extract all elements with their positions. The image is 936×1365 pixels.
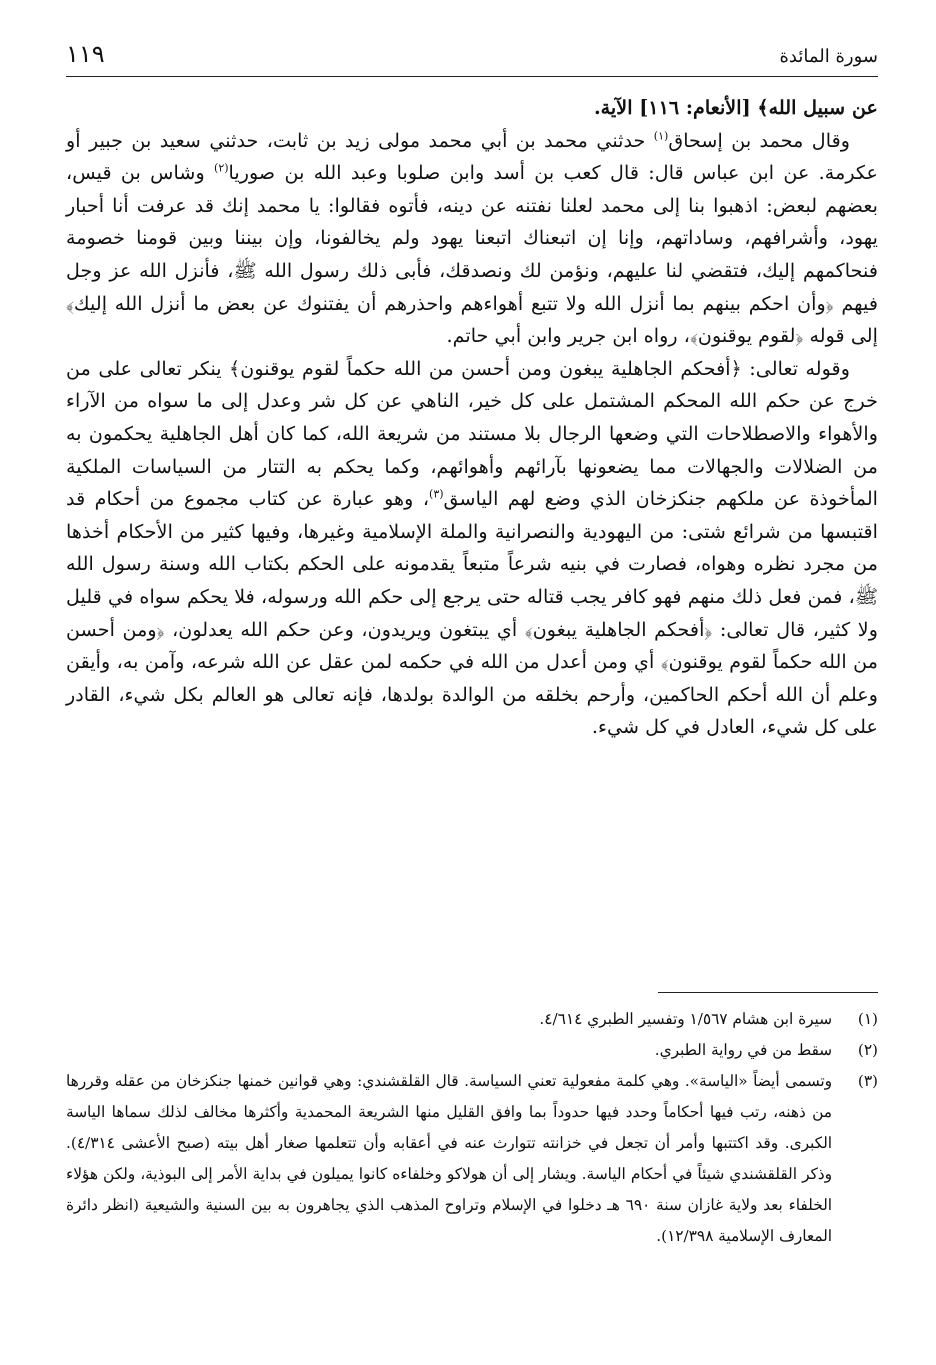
footnote-ref: (٣): [429, 487, 444, 501]
paragraph-jahiliyya: [66, 353, 878, 744]
paragraph-ibn-ishaq: [66, 125, 878, 353]
footnote-text: سقط من في رواية الطبري.: [654, 1041, 832, 1059]
footnote-ref: (٢): [214, 161, 229, 175]
page-header: [66, 40, 878, 77]
footnote-number: (٢): [857, 1041, 878, 1059]
running-title: سورة المائدة: [779, 46, 878, 67]
footnote-separator: [658, 992, 878, 993]
footnote-item: [66, 1035, 878, 1066]
footnote-ref: (١): [653, 129, 669, 143]
footnote-item: [66, 1004, 878, 1035]
paragraph-text: وقال محمد بن إسحاق: [668, 128, 851, 152]
footnotes: [66, 1004, 878, 1252]
paragraph-text: وقوله تعالى: ﴿أفحكم الجاهلية يبغون ومن أحسن من الله حكماً لقوم يوقنون﴾ ينكر تعالى على من خرج عن حكم الله المحكم المشتمل على كل خير، الناهي عن كل شر وعدل إلى ما سواه من الآراء والأهواء والاصطلاحات التي وضعها الرجال بلا مستند من شريعة الله، كما كان أهل الجاهلية يحكمون به من الضلالات والجهالات مما يضعونها بآرائهم وأهوائهم، وكما يحكم به التتار من السياسات الملكية المأخوذة عن ملكهم جنكزخان الذي وضع لهم الياسق: [66, 356, 878, 511]
paragraph-text: حدثني محمد بن أبي محمد مولى زيد بن ثابت، حدثني سعيد بن جبير أو عكرمة. عن ابن عباس قال: قال كعب بن أسد وابن صلوبا وعبد الله بن صوريا: [66, 128, 878, 185]
main-text: [66, 92, 878, 744]
footnote-item: [66, 1066, 878, 1252]
continuation-line: عن سبيل الله﴾ [الأنعام: ١١٦] الآية.: [593, 96, 878, 119]
footnote-number: (٣): [857, 1072, 878, 1090]
footnote-number: (١): [857, 1010, 878, 1028]
footnote-text: وتسمى أيضاً «الياسة». وهي كلمة مفعولية تعني السياسة. قال القلقشندي: وهي قوانين خمنها جنكزخان من عقله وقررها من ذهنه، رتب فيها أحكاماً وحدد فيها حدوداً بما وافق القليل منها الشريعة المحمدية وأكثرها مخالف لذلك سماها الياسة الكبرى. وقد اكتتبها وأمر أن تجعل في خزانته تتوارث عنه في أعقابه وأن تتعلمها صغار أهل بيته (صبح الأعشى ٤/٣١٤). وذكر القلقشندي شيئاً في أحكام الياسة. ويشار إلى أن هولاكو وخلفاءه كانوا يميلون في بداية الأمر إلى البوذية، ولكن هؤلاء الخلفاء بعد ولاية غازان سنة ٦٩٠ هـ دخلوا في الإسلام وتراوح المذهب الذي يجاهرون به بين السنية والشيعية (انظر دائرة المعارف الإسلامية ١٢/٣٩٨).: [66, 1072, 833, 1245]
paragraph-text: وشاس بن قيس، بعضهم لبعض: اذهبوا بنا إلى محمد لعلنا نفتنه عن دينه، فأتوه فقالوا: يا محمد إنك قد عرفت أنا أحبار يهود، وأشرافهم، وساداتهم، وإنا إن اتبعناك اتبعنا يهود ولم يخالفونا، وإن بيننا وبين قومنا خصومة فنحاكمهم إليك، فتقضي لنا عليهم، ونؤمن لك ونصدقك، فأبى ذلك رسول الله ﷺ، فأنزل الله عز وجل فيهم ﴿وأن احكم بينهم بما أنزل الله ولا تتبع أهواءهم واحذرهم أن يفتنوك عن بعض ما أنزل الله إليك﴾ إلى قوله ﴿لقوم يوقنون﴾، رواه ابن جرير وابن أبي حاتم.: [66, 161, 878, 348]
paragraph-text: ، وهو عبارة عن كتاب مجموع من أحكام قد اقتبسها من شرائع شتى: من اليهودية والنصرانية والملة الإسلامية وغيرها، وفيها كثير من الأحكام أخذها من مجرد نظره وهواه، فصارت في بنيه شرعاً متبعاً يقدمونه على الحكم بكتاب الله وسنة رسول الله ﷺ، فمن فعل ذلك منهم فهو كافر يجب قتاله حتى يرجع إلى حكم الله ورسوله، فلا يحكم سواه في قليل ولا كثير، قال تعالى: ﴿أفحكم الجاهلية يبغون﴾ أي يبتغون ويريدون، وعن حكم الله يعدلون، ﴿ومن أحسن من الله حكماً لقوم يوقنون﴾ أي ومن أعدل من الله في حكمه لمن عقل عن الله شرعه، وآمن به، وأيقن وعلم أن الله أحكم الحاكمين، وأرحم بخلقه من الوالدة بولدها، فإنه تعالى هو العالم بكل شيء، القادر على كل شيء، العادل في كل شيء.: [66, 487, 878, 739]
page-number: ١١٩: [66, 40, 105, 68]
footnote-text: سيرة ابن هشام ١/٥٦٧ وتفسير الطبري ٤/٦١٤.: [539, 1010, 832, 1028]
